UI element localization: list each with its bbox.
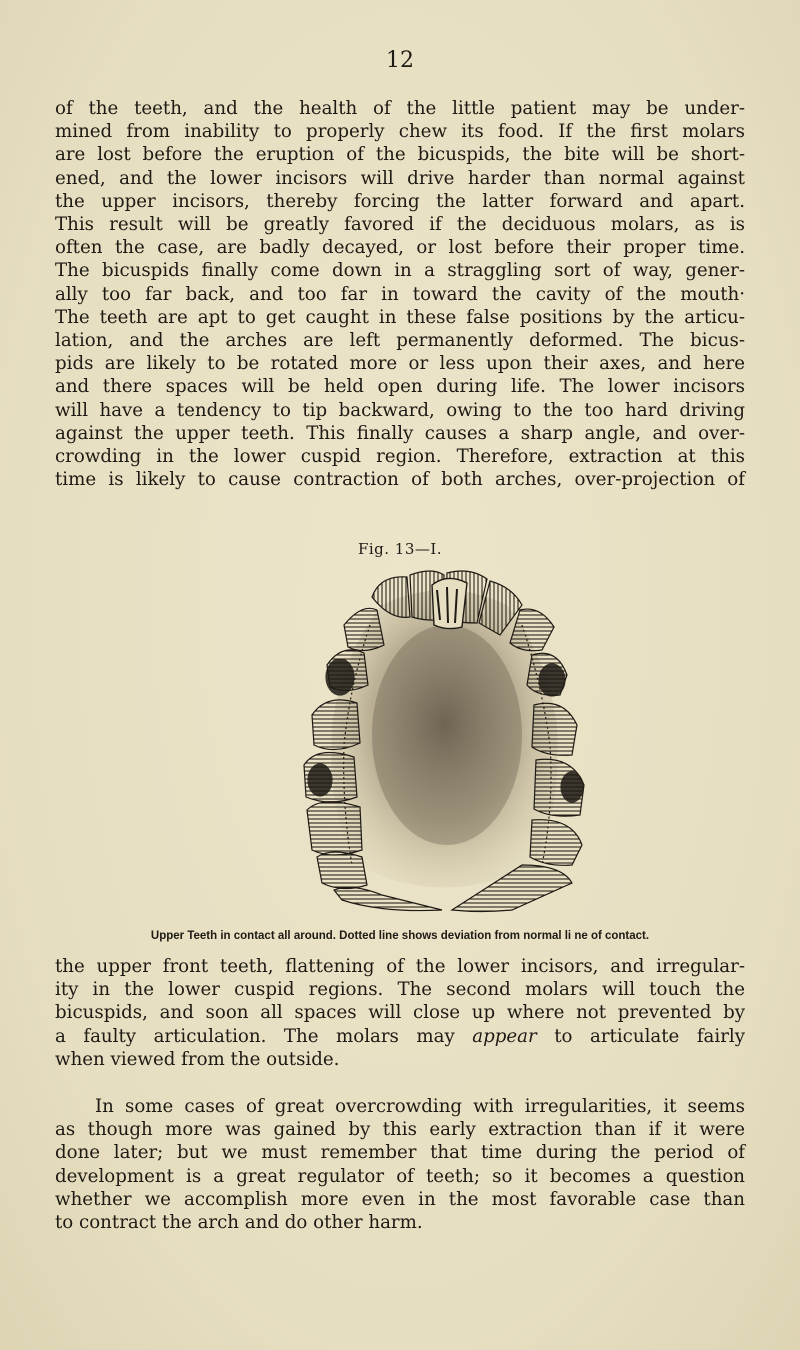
text-line: and there spaces will be held open during life. The lower incisors — [55, 376, 745, 398]
paragraph-1 — [55, 97, 745, 491]
text-line: the upper front teeth, flattening of the lower incisors, and irregular- — [55, 956, 745, 977]
text-line: against the upper teeth. This finally causes a sharp angle, and over- — [55, 422, 745, 444]
text-segment: to articulate fairly — [536, 1025, 745, 1047]
text-line: ened, and the lower incisors will drive harder than normal against — [55, 167, 745, 189]
text-line: pids are likely to be rotated more or less upon their axes, and here — [55, 353, 745, 375]
text-line: when viewed from the outside. — [55, 1048, 340, 1070]
paragraph-2 — [55, 955, 745, 1071]
text-line: are lost before the eruption of the bicuspids, the bite will be short- — [55, 144, 745, 166]
text-line: The bicuspids finally come down in a straggling sort of way, gener- — [55, 260, 745, 282]
text-line: whether we accomplish more even in the most favorable case than — [55, 1188, 745, 1210]
text-line: often the case, are badly decayed, or lost before their proper time. — [55, 237, 745, 259]
emphasized-word: appear — [472, 1025, 537, 1047]
dental-arch-illustration — [272, 565, 617, 915]
text-line: time is likely to cause contraction of both arches, over-projection of — [55, 469, 745, 491]
text-line: of the teeth, and the health of the little patient may be under- — [55, 98, 745, 119]
text-line: The teeth are apt to get caught in these false positions by the articu- — [55, 306, 745, 328]
text-line: development is a great regulator of teeth; so it becomes a question — [55, 1165, 745, 1187]
text-line: bicuspids, and soon all spaces will close up where not prevented by — [55, 1002, 745, 1024]
text-line: the upper incisors, thereby forcing the latter forward and apart. — [55, 190, 745, 212]
text-line: will have a tendency to tip backward, owing to the too hard driving — [55, 399, 745, 421]
text-line: lation, and the arches are left permanently deformed. The bicus- — [55, 330, 745, 352]
text-line: done later; but we must remember that time during the period of — [55, 1142, 745, 1164]
text-line: crowding in the lower cuspid region. Therefore, extraction at this — [55, 446, 745, 468]
text-line: This result will be greatly favored if the deciduous molars, as is — [55, 214, 745, 236]
text-line: ally too far back, and too far in toward the cavity of the mouth· — [55, 283, 745, 305]
text-line: as though more was gained by this early extraction than if it were — [55, 1119, 745, 1141]
text-segment: a faulty articulation. The molars may — [55, 1025, 473, 1047]
text-line: mined from inability to properly chew its food. If the first molars — [55, 121, 745, 143]
palate-dark-center — [372, 625, 522, 845]
text-line: ity in the lower cuspid regions. The second molars will touch the — [55, 979, 745, 1001]
figure-caption: Upper Teeth in contact all around. Dotted line shows deviation from normal li ne of contact. — [150, 930, 650, 942]
page-number: 12 — [386, 48, 414, 73]
text-line: to contract the arch and do other harm. — [55, 1212, 423, 1234]
paragraph-3 — [55, 1095, 745, 1234]
text-line — [55, 1025, 745, 1048]
figure-label: Fig. 13—I. — [357, 540, 443, 558]
text-line: In some cases of great overcrowding with irregularities, it seems — [95, 1096, 745, 1117]
